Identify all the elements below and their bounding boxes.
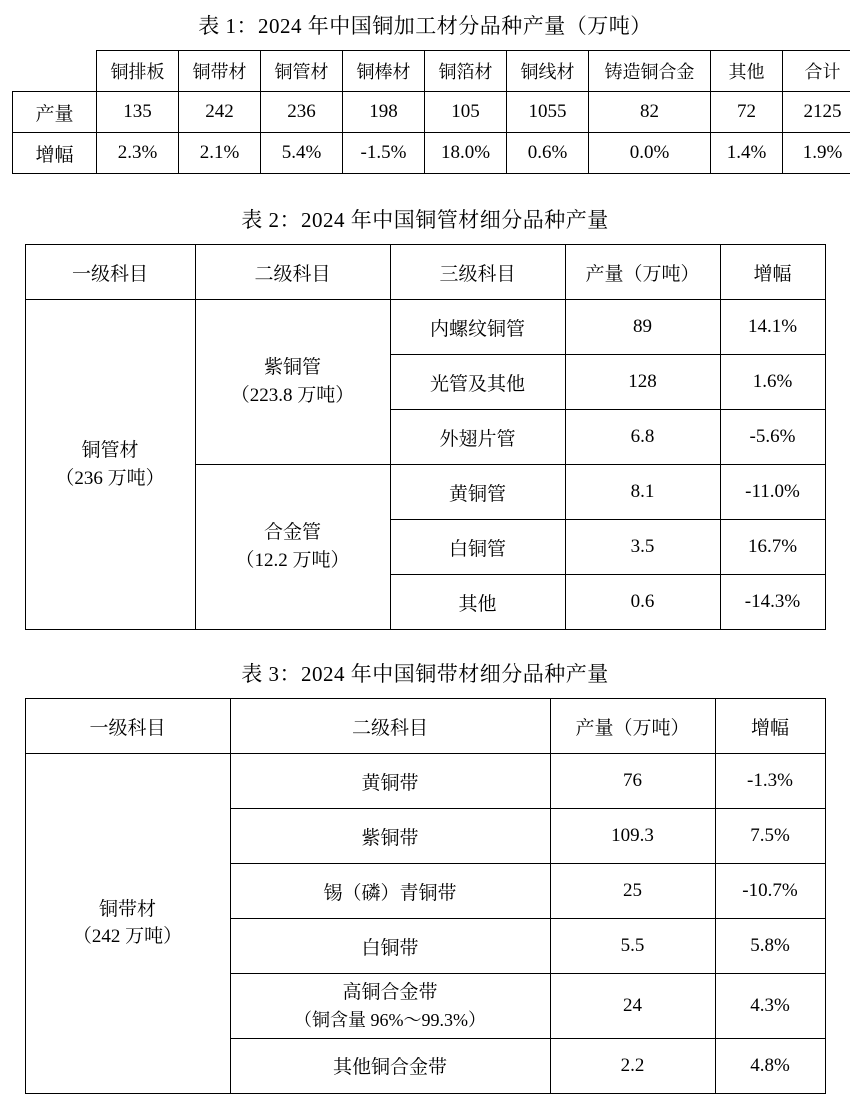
table3-item-cell — [230, 974, 550, 1039]
table3-item: 高铜合金带 — [233, 979, 548, 1007]
table1-col-header: 铜管材 — [261, 51, 343, 92]
table3-growth: -10.7% — [715, 864, 825, 919]
table1-cell: 2.1% — [179, 133, 261, 174]
table2-output: 3.5 — [565, 520, 720, 575]
table3-output: 5.5 — [550, 919, 715, 974]
table3-output: 109.3 — [550, 809, 715, 864]
table3-col-header: 一级科目 — [25, 699, 230, 754]
table3-growth: 7.5% — [715, 809, 825, 864]
table1-header-row — [13, 51, 850, 92]
table1 — [12, 50, 850, 174]
table-row — [25, 754, 825, 809]
table2-title: 表 2：2024 年中国铜管材细分品种产量 — [12, 204, 838, 234]
table2-output: 8.1 — [565, 465, 720, 520]
table2-group-cell — [195, 465, 390, 630]
table1-col-header: 铜带材 — [179, 51, 261, 92]
table3-growth: -1.3% — [715, 754, 825, 809]
table3-output: 24 — [550, 974, 715, 1039]
table2-header-row — [25, 245, 825, 300]
table2-item: 外翅片管 — [390, 410, 565, 465]
table3-growth: 4.8% — [715, 1038, 825, 1093]
table3-output: 2.2 — [550, 1038, 715, 1093]
table3-item: 白铜带 — [230, 919, 550, 974]
table2-col-header: 增幅 — [720, 245, 825, 300]
table1-cell: 1.4% — [711, 133, 783, 174]
table2-growth: -14.3% — [720, 575, 825, 630]
table2-growth: 14.1% — [720, 300, 825, 355]
table1-col-header: 铜线材 — [507, 51, 589, 92]
table3-item: 其他铜合金带 — [230, 1038, 550, 1093]
table1-cell: -1.5% — [343, 133, 425, 174]
table1-cell: 198 — [343, 92, 425, 133]
table3-output: 76 — [550, 754, 715, 809]
table1-col-header: 铜排板 — [97, 51, 179, 92]
table3-item-sub: （铜含量 96%～99.3%） — [233, 1007, 548, 1033]
table2-item: 白铜管 — [390, 520, 565, 575]
table2-level1-cell — [25, 300, 195, 630]
table3-item: 紫铜带 — [230, 809, 550, 864]
table2-col-header: 一级科目 — [25, 245, 195, 300]
table2-output: 0.6 — [565, 575, 720, 630]
table2-group-name: 合金管 — [198, 519, 388, 547]
table2-col-header: 三级科目 — [390, 245, 565, 300]
table2-item: 其他 — [390, 575, 565, 630]
table2-group-sub: （12.2 万吨） — [198, 547, 388, 575]
table2-col-header: 二级科目 — [195, 245, 390, 300]
table2 — [25, 244, 826, 630]
table3-growth: 5.8% — [715, 919, 825, 974]
table1-row-label: 产量 — [13, 92, 97, 133]
table3-item: 锡（磷）青铜带 — [230, 864, 550, 919]
table2-output: 6.8 — [565, 410, 720, 465]
table3-header-row — [25, 699, 825, 754]
table3-output: 25 — [550, 864, 715, 919]
table2-growth: -11.0% — [720, 465, 825, 520]
table1-cell: 72 — [711, 92, 783, 133]
table1-cell: 0.6% — [507, 133, 589, 174]
table1-section — [12, 10, 838, 174]
table3-growth: 4.3% — [715, 974, 825, 1039]
table3-col-header: 产量（万吨） — [550, 699, 715, 754]
table2-item: 黄铜管 — [390, 465, 565, 520]
table1-cell: 135 — [97, 92, 179, 133]
table1-col-header: 铜箔材 — [425, 51, 507, 92]
table2-group-cell — [195, 300, 390, 465]
table3-level1-cell — [25, 754, 230, 1094]
table3-col-header: 增幅 — [715, 699, 825, 754]
table2-output: 128 — [565, 355, 720, 410]
table1-cell: 82 — [589, 92, 711, 133]
table-row — [25, 300, 825, 355]
table2-growth: -5.6% — [720, 410, 825, 465]
table3-title: 表 3：2024 年中国铜带材细分品种产量 — [12, 658, 838, 688]
table3-col-header: 二级科目 — [230, 699, 550, 754]
table1-cell: 1055 — [507, 92, 589, 133]
table2-level1-sub: （236 万吨） — [28, 465, 193, 493]
table1-col-header: 铸造铜合金 — [589, 51, 711, 92]
table1-col-header: 铜棒材 — [343, 51, 425, 92]
table1-cell: 2125 — [783, 92, 850, 133]
table2-item: 光管及其他 — [390, 355, 565, 410]
table1-title: 表 1：2024 年中国铜加工材分品种产量（万吨） — [12, 10, 838, 40]
table2-level1-name: 铜管材 — [28, 437, 193, 465]
table-row — [13, 133, 850, 174]
table1-col-header: 合计 — [783, 51, 850, 92]
table2-item: 内螺纹铜管 — [390, 300, 565, 355]
table1-cell: 242 — [179, 92, 261, 133]
table2-growth: 16.7% — [720, 520, 825, 575]
table3-level1-name: 铜带材 — [28, 896, 228, 924]
table1-cell: 236 — [261, 92, 343, 133]
table3 — [25, 698, 826, 1094]
table2-growth: 1.6% — [720, 355, 825, 410]
table1-row-label: 增幅 — [13, 133, 97, 174]
table1-cell: 0.0% — [589, 133, 711, 174]
table3-item: 黄铜带 — [230, 754, 550, 809]
table2-group-name: 紫铜管 — [198, 354, 388, 382]
table1-cell: 2.3% — [97, 133, 179, 174]
table3-level1-sub: （242 万吨） — [28, 923, 228, 951]
table1-cell: 1.9% — [783, 133, 850, 174]
table1-cell: 18.0% — [425, 133, 507, 174]
table-row — [13, 92, 850, 133]
table2-output: 89 — [565, 300, 720, 355]
table1-cell: 5.4% — [261, 133, 343, 174]
table2-col-header: 产量（万吨） — [565, 245, 720, 300]
table1-cell: 105 — [425, 92, 507, 133]
table2-group-sub: （223.8 万吨） — [198, 382, 388, 410]
table1-corner-cell — [13, 51, 97, 92]
table3-section — [12, 658, 838, 1094]
table2-section — [12, 204, 838, 630]
table1-col-header: 其他 — [711, 51, 783, 92]
